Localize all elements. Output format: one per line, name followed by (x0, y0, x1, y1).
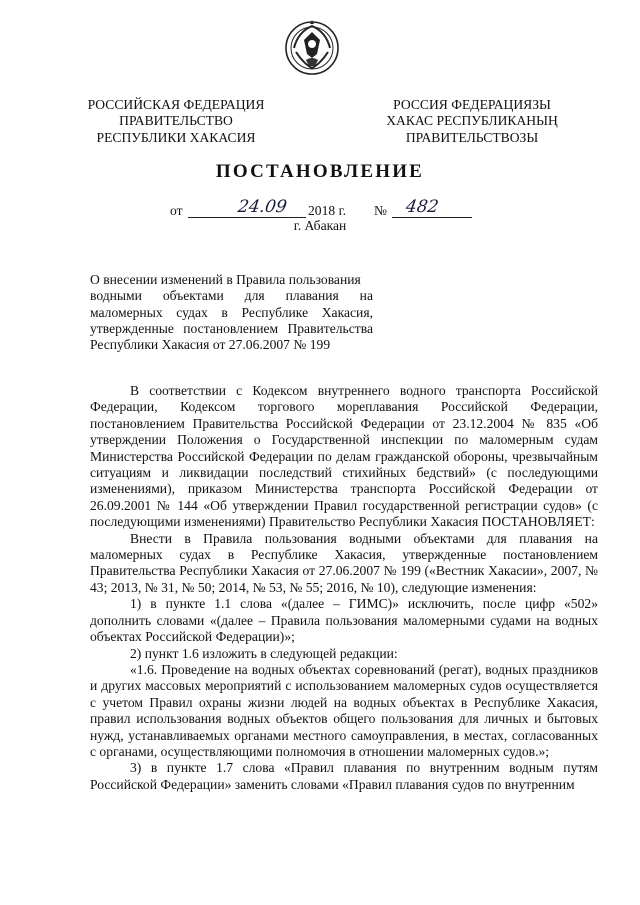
subject-line: водными объектами для плавания на (90, 288, 373, 304)
body-paragraph: Внести в Правила пользования водными объектами для плавания на маломерных судах в Республике Хакасия, утвержденные постановлением Правительства Республики Хакасия от 27.06.2007 № 199 («Вестник Хакасии», 2007, № 43; 2013, № 31, № 50; 2014, № 53, № 55; 2016, № 10), следующие изменения: (90, 530, 598, 595)
number-sign: № (374, 203, 387, 218)
body-paragraph: 1) в пункте 1.1 слова «(далее – ГИМС)» исключить, после цифр «502» дополнить словами «(далее – Правила пользования маломерными судами на водных объектах Российской Федерации)»; (90, 596, 598, 645)
header-left-line: ПРАВИТЕЛЬСТВО (119, 113, 233, 129)
subject-line: утвержденные постановлением Правительства (90, 320, 373, 336)
document-subject (90, 272, 373, 353)
header-left-line: РЕСПУБЛИКИ ХАКАСИЯ (96, 129, 256, 145)
header-right-block (356, 97, 588, 146)
header-left-line: РОССИЙСКАЯ ФЕДЕРАЦИЯ (87, 97, 265, 112)
body-paragraph: 2) пункт 1.6 изложить в следующей редакции: (130, 645, 398, 661)
document-title: ПОСТАНОВЛЕНИЕ (215, 161, 425, 182)
header-left-block (60, 97, 292, 146)
document-body (90, 383, 598, 793)
subject-line: Республики Хакасия от 27.06.2007 № 199 (90, 337, 331, 353)
city-label: г. Абакан (293, 218, 347, 233)
body-paragraph: 3) в пункте 1.7 слова «Правил плавания по внутренним водным путям Российской Федерации» заменить словами «Правил плавания судов по внутренним (90, 760, 598, 792)
header-right-line: ПРАВИТЕЛЬСТВОЗЫ (405, 129, 539, 145)
header-right-line: ХАКАС РЕСПУБЛИКАНЫҢ (386, 113, 558, 129)
subject-line: маломерных судах в Республике Хакасия, (90, 304, 373, 320)
year-label: 2018 г. (308, 203, 347, 218)
handwritten-number: 482 (404, 197, 440, 217)
coat-of-arms-emblem (284, 18, 340, 80)
subject-line: О внесении изменений в Правила пользования (90, 272, 361, 287)
header-right-line: РОССИЯ ФЕДЕРАЦИЯЗЫ (393, 97, 551, 112)
handwritten-date: 24.09 (236, 197, 289, 217)
body-paragraph: В соответствии с Кодексом внутреннего водного транспорта Российской Федерации, Кодексом торгового мореплавания Российской Федерации, постановлением Правительства Российской Федерации от 23.12.2004 № 835 «Об утверждении Положения о Государственной инспекции по маломерным судам Министерства Российской Федерации по делам гражданской обороны, чрезвычайным ситуациям и ликвидации последствий стихийных бедствий» (с последующими изменениями), приказом Министерства транспорта Российской Федерации от 26.09.2001 № 144 «Об утверждении Правил государственной регистрации судов» (с последующими изменениями) Правительство Республики Хакасия ПОСТАНОВЛЯЕТ: (90, 383, 598, 530)
date-prefix: от (170, 203, 183, 218)
body-paragraph: «1.6. Проведение на водных объектах соревнований (регат), водных праздников и других массовых мероприятий с использованием маломерных судов осуществляется с учетом Правил охраны жизни людей на водных объектах в Республике Хакасия, правил использования водных объектов общего пользования для личных и бытовых нужд, устанавливаемых органами местного самоуправления, в местах, согласованных с органами, осуществляющими полномочия в отношении маломерных судов.»; (90, 661, 598, 759)
